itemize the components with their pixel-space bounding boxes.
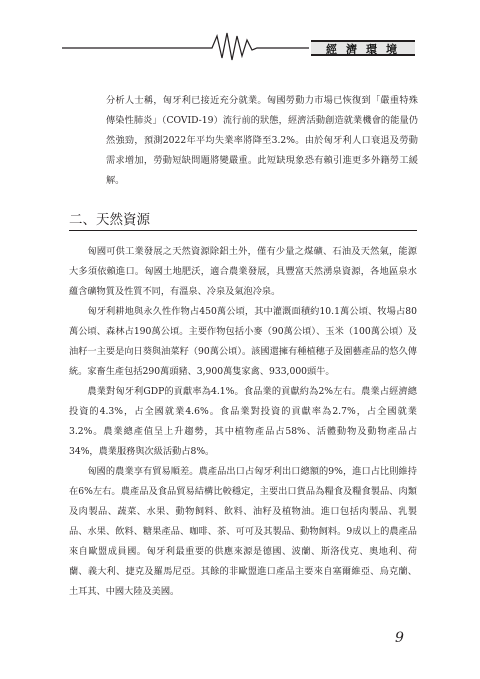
section-divider: [69, 230, 417, 231]
heartbeat-line-graphic: [0, 0, 480, 70]
paragraph-agriculture-land: 匈牙利耕地與永久性作物占450萬公頃，其中灌溉面積約10.1萬公頃、牧場占80萬公頃、森林占190萬公頃。主要作物包括小麥（90萬公頃）、玉米（100萬公頃）及油籽一主要是向日葵與油菜籽（90萬公頃）。該國還擁有種植穗子及園藝產品的悠久傳統。家畜生產包括290萬頭豬、3,900萬隻家禽、933,000頭牛。: [69, 306, 417, 377]
paragraph-agriculture-trade: 匈國的農業享有貿易順差。農產品出口占匈牙利出口總額的9%，進口占比則維持在6%左右。農產品及食品貿易結構比較穩定，主要出口貨品為糧食及糧食製品、肉類及肉製品、蔬菜、水果、動物飼料、飲料、油籽及植物油。進口包括肉製品、乳製品、水果、飲料、糖果產品、咖啡、茶、可可及其製品、動物飼料。9成以上的農產品來自歐盟成員國。匈牙利最重要的供應來源是德國、波蘭、斯洛伐克、奧地利、荷蘭、義大利、捷克及羅馬尼亞。其餘的非歐盟進口產品主要來自塞爾維亞、烏克蘭、土耳其、中國大陸及美國。: [69, 466, 417, 597]
box-paragraph: 分析人士稱，匈牙利已接近充分就業。匈國勞動力市場已恢復到「嚴重特殊傳染性肺炎」（COVID-19）流行前的狀態，經濟活動創造就業機會的能量仍然強勁，預測2022年平均失業率將降至3.2%。由於匈牙利人口衰退及勞動需求增加，勞動短缺問題將變嚴重。此短缺現象恐有賴引進更多外籍勞工緩解。: [106, 95, 418, 186]
paragraph-agriculture-gdp: 農業對匈牙利GDP的貢獻率為4.1%。食品業的貢獻約為2%左右。農業占經濟總投資的4.3%，占全國就業4.6%。食品業對投資的貢獻率為2.7%，占全國就業3.2%。農業總產值呈上升趨勢，其中植物產品占58%、活體動物及動物產品占34%，農業服務與次級活動占8%。: [69, 386, 417, 457]
page-number: 9: [395, 630, 404, 646]
paragraph-natural-resources: 匈國可供工業發展之天然資源除鋁土外，僅有少量之煤礦、石油及天然氣，能源大多須依賴進口。匈國土地肥沃，適合農業發展，具豐富天然湧泉資源，各地區泉水蘊含礦物質及性質不同，有溫泉、冷泉及氣泡冷泉。: [69, 246, 417, 297]
page-header: [0, 0, 480, 70]
section-title: 二、天然資源: [69, 212, 150, 228]
section-label: 經濟環境: [311, 40, 415, 56]
